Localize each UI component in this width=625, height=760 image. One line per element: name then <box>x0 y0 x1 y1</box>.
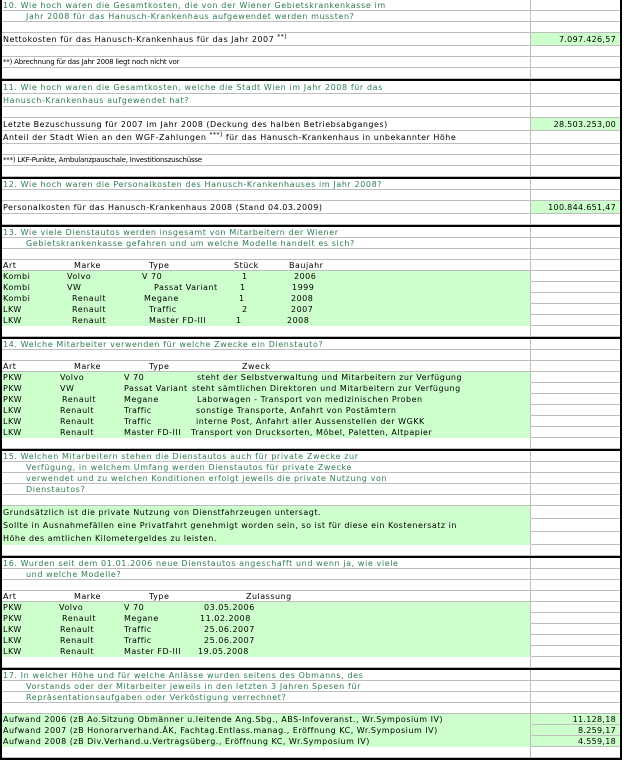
section-q14 <box>2 337 620 449</box>
personnel-cost-label: Personalkosten für das Hanusch-Krankenhaus 2008 (Stand 04.03.2009) <box>2 201 531 214</box>
footnote-marker: ***) <box>209 131 223 139</box>
table-row <box>2 282 620 293</box>
expense-row <box>2 736 620 747</box>
question-11-line1: 11. Wie hoch waren die Gesamtkosten, welche die Stadt Wien im Jahr 2008 für das <box>2 81 531 94</box>
col-type: Type <box>149 362 170 371</box>
cell-baujahr: 2008 <box>291 294 314 303</box>
cell-type: Megane <box>124 395 159 404</box>
table-row <box>2 602 620 613</box>
table-row <box>2 293 620 304</box>
question-16-line2: und welche Modelle? <box>2 569 531 580</box>
cell-marke: Renault <box>60 428 95 437</box>
col-stueck: Stück <box>234 261 259 270</box>
table-row <box>2 613 620 624</box>
answer-15-line3: Höhe des amtlichen Kilometergeldes zu leisten. <box>2 532 531 545</box>
table-header <box>2 260 620 271</box>
cell-art: LKW <box>3 647 22 656</box>
usage-table <box>2 372 620 438</box>
cell-type: Traffic <box>149 305 177 314</box>
table-row <box>2 394 620 405</box>
question-17-line1: 17. In welcher Höhe und für welche Anlässe wurden seitens des Obmanns, des <box>2 670 531 681</box>
col-art: Art <box>3 362 17 371</box>
cell-baujahr: 2006 <box>294 272 317 281</box>
cell-zweck: steht sämtlichen Direktoren und Mitarbeitern zur Verfügung <box>192 384 461 393</box>
cell-art: LKW <box>3 305 22 314</box>
cell-stueck: 1 <box>239 294 245 303</box>
cell-zulassung: 25.06.2007 <box>204 625 255 634</box>
cell-type: Traffic <box>124 636 152 645</box>
cell-stueck: 1 <box>240 283 246 292</box>
expense-row <box>2 714 620 725</box>
table-row <box>2 304 620 315</box>
expense-label: Aufwand 2007 (zB Honorarverhand.ÄK, Fachtag.Entlass.manag., Eröffnung KC, Wr.Symposium IV) <box>2 725 531 736</box>
col-art: Art <box>3 592 17 601</box>
cell-baujahr: 2007 <box>291 305 314 314</box>
cell-marke: VW <box>60 384 75 393</box>
table-row <box>2 405 620 416</box>
cell-type: V 70 <box>124 603 145 612</box>
question-15-line4: Dienstautos? <box>2 484 531 495</box>
footnote-marker: **) <box>277 33 288 41</box>
section-q16 <box>2 556 620 668</box>
cell-marke: Volvo <box>60 373 85 382</box>
cell-art: Kombi <box>3 294 31 303</box>
table-row <box>2 271 620 282</box>
cell-art: PKW <box>3 373 23 382</box>
cell-type: Megane <box>124 614 159 623</box>
question-10-line1: 10. Wie hoch waren die Gesamtkosten, die von der Wiener Gebietskrankenkasse im <box>2 0 531 11</box>
col-type: Type <box>149 261 170 270</box>
section-q12 <box>2 177 620 225</box>
cell-art: LKW <box>3 316 22 325</box>
table-row <box>2 635 620 646</box>
subsidy-label: Letzte Bezuschussung für 2007 im Jahr 2008 (Deckung des halben Betriebsabganges) <box>2 118 531 131</box>
table-row <box>2 416 620 427</box>
cell-zweck: Laborwagen - Transport von medizinischen Proben <box>197 395 423 404</box>
cell-marke: Volvo <box>67 272 92 281</box>
cell-marke: Renault <box>72 305 107 314</box>
col-marke: Marke <box>74 362 101 371</box>
section-q17 <box>2 668 620 758</box>
expense-value: 11.128,18 <box>531 714 620 725</box>
col-zweck: Zweck <box>242 362 271 371</box>
cell-zweck: sonstige Transporte, Anfahrt von Postämtern <box>196 406 397 415</box>
col-type: Type <box>149 592 170 601</box>
table-header <box>2 361 620 372</box>
cell-art: LKW <box>3 417 22 426</box>
cell-type: Master FD-III <box>149 316 207 325</box>
answer-15-line1: Grundsätzlich ist die private Nutzung von Dienstfahrzeugen untersagt. <box>2 506 531 519</box>
cell-zweck: interne Post, Anfahrt aller Aussenstellen der WGKK <box>196 417 425 426</box>
cell-type: Traffic <box>124 406 152 415</box>
cell-type: V 70 <box>124 373 145 382</box>
cell-type: V 70 <box>142 272 163 281</box>
cell-type: Passat Variant <box>154 283 218 292</box>
cell-marke: Renault <box>72 294 107 303</box>
question-17-line2: Vorstands oder der Mitarbeiter jeweils in den letzten 3 Jahren Spesen für <box>2 681 531 692</box>
cell-zulassung: 19.05.2008 <box>198 647 249 656</box>
cell-marke: Renault <box>62 395 97 404</box>
col-marke: Marke <box>74 261 101 270</box>
cell-art: PKW <box>3 614 23 623</box>
subsidy-value: 28.503.253,00 <box>531 118 620 131</box>
cell-marke: Renault <box>60 417 95 426</box>
table-row <box>2 315 620 326</box>
cell-type: Traffic <box>124 417 152 426</box>
expense-row <box>2 725 620 736</box>
cell-marke: VW <box>67 283 82 292</box>
question-12-line1: 12. Wie hoch waren die Personalkosten des Hanusch-Krankenhauses im Jahr 2008? <box>2 179 531 190</box>
footnote-q10: **) Abrechnung für das Jahr 2008 liegt noch nicht vor <box>2 57 531 68</box>
cell-art: PKW <box>3 603 23 612</box>
col-art: Art <box>3 261 17 270</box>
section-q10 <box>2 0 620 79</box>
col-zulassung: Zulassung <box>246 592 292 601</box>
cell-art: Kombi <box>3 283 31 292</box>
new-vehicles-table <box>2 602 620 657</box>
col-marke: Marke <box>74 592 101 601</box>
table-row <box>2 646 620 657</box>
col-baujahr: Baujahr <box>289 261 324 270</box>
wgf-label-b: für das Hanusch-Krankenhaus in unbekannter Höhe <box>225 133 457 142</box>
section-q11 <box>2 79 620 177</box>
question-14-line1: 14. Welche Mitarbeiter verwenden für welche Zwecke ein Dienstauto? <box>2 339 531 350</box>
cell-art: Kombi <box>3 272 31 281</box>
cell-baujahr: 1999 <box>292 283 315 292</box>
cell-stueck: 1 <box>242 272 248 281</box>
section-q13 <box>2 225 620 337</box>
cell-art: PKW <box>3 395 23 404</box>
net-cost-row <box>2 33 531 46</box>
question-10-line2: Jahr 2008 für das Hanusch-Krankenhaus aufgewendet werden mussten? <box>2 11 531 22</box>
question-13-line2: Gebietskrankenkasse gefahren und um welche Modelle handelt es sich? <box>2 238 531 249</box>
cell-zulassung: 11.02.2008 <box>200 614 251 623</box>
personnel-cost-value: 100.844.651,47 <box>531 201 620 214</box>
table-row <box>2 372 620 383</box>
cell-zweck: steht der Selbstverwaltung und Mitarbeitern zur Verfügung <box>197 373 463 382</box>
section-q15 <box>2 449 620 556</box>
cell-zweck: Transport von Drucksorten, Möbel, Paletten, Altpapier <box>191 428 433 437</box>
cell-marke: Renault <box>72 316 107 325</box>
question-15-line1: 15. Welchen Mitarbeitern stehen die Dienstautos auch für private Zwecke zur <box>2 451 531 462</box>
cell-stueck: 2 <box>242 305 248 314</box>
cell-zulassung: 25.06.2007 <box>204 636 255 645</box>
expense-label: Aufwand 2008 (zB Div.Verhand.u.Vertragsüberg., Eröffnung KC, Wr.Symposium IV) <box>2 736 531 747</box>
expense-value: 8.259,17 <box>531 725 620 736</box>
cell-baujahr: 2008 <box>287 316 310 325</box>
cell-marke: Renault <box>62 614 97 623</box>
cell-type: Megane <box>144 294 179 303</box>
question-15-line2: Verfügung, in welchem Umfang werden Dienstautos für private Zwecke <box>2 462 531 473</box>
answer-15-line2: Sollte in Ausnahmefällen eine Privatfahrt genehmigt worden sein, so ist für diese ein Kostenersatz in <box>2 519 531 532</box>
table-row <box>2 383 620 394</box>
cell-marke: Renault <box>60 636 95 645</box>
question-13-line1: 13. Wie viele Dienstautos werden insgesamt von Mitarbeitern der Wiener <box>2 227 531 238</box>
question-15-line3: verwendet und zu welchen Konditionen erfolgt jeweils die private Nutzung von <box>2 473 531 484</box>
wgf-row <box>2 131 531 144</box>
cell-art: LKW <box>3 636 22 645</box>
question-11-line2: Hanusch-Krankenhaus aufgewendet hat? <box>2 94 531 107</box>
footnote-q11: ***) LKF-Punkte, Ambulanzpauschale, Investitionszuschüsse <box>2 155 531 166</box>
wgf-label-a: Anteil der Stadt Wien an den WGF-Zahlungen <box>3 133 207 142</box>
cell-zulassung: 03.05.2006 <box>204 603 255 612</box>
net-cost-value: 7.097.426,57 <box>531 33 620 46</box>
cell-marke: Volvo <box>59 603 84 612</box>
cell-marke: Renault <box>60 625 95 634</box>
vehicle-table <box>2 271 620 326</box>
question-16-line1: 16. Wurden seit dem 01.01.2006 neue Dienstautos angeschafft und wenn ja, wie viele <box>2 558 531 569</box>
cell-type: Traffic <box>124 625 152 634</box>
table-header <box>2 591 620 602</box>
cell-art: LKW <box>3 428 22 437</box>
table-row <box>2 427 620 438</box>
expense-label: Aufwand 2006 (zB Ao.Sitzung Obmänner u.leitende Ang.Sbg., ABS-Infoveranst., Wr.Symposium IV) <box>2 714 531 725</box>
expense-value: 4.559,18 <box>531 736 620 747</box>
cell-marke: Renault <box>60 406 95 415</box>
expenses-table <box>2 714 620 747</box>
cell-stueck: 1 <box>236 316 242 325</box>
net-cost-label: Nettokosten für das Hanusch-Krankenhaus für das Jahr 2007 <box>3 35 275 44</box>
cell-art: LKW <box>3 406 22 415</box>
question-17-line3: Repräsentationsaufgaben oder Verköstigung verrechnet? <box>2 692 531 703</box>
cell-type: Master FD-III <box>124 428 182 437</box>
cell-art: PKW <box>3 384 23 393</box>
cell-art: LKW <box>3 625 22 634</box>
cell-type: Master FD-III <box>124 647 182 656</box>
table-row <box>2 624 620 635</box>
cell-type: Passat Variant <box>124 384 188 393</box>
cell-marke: Renault <box>60 647 95 656</box>
